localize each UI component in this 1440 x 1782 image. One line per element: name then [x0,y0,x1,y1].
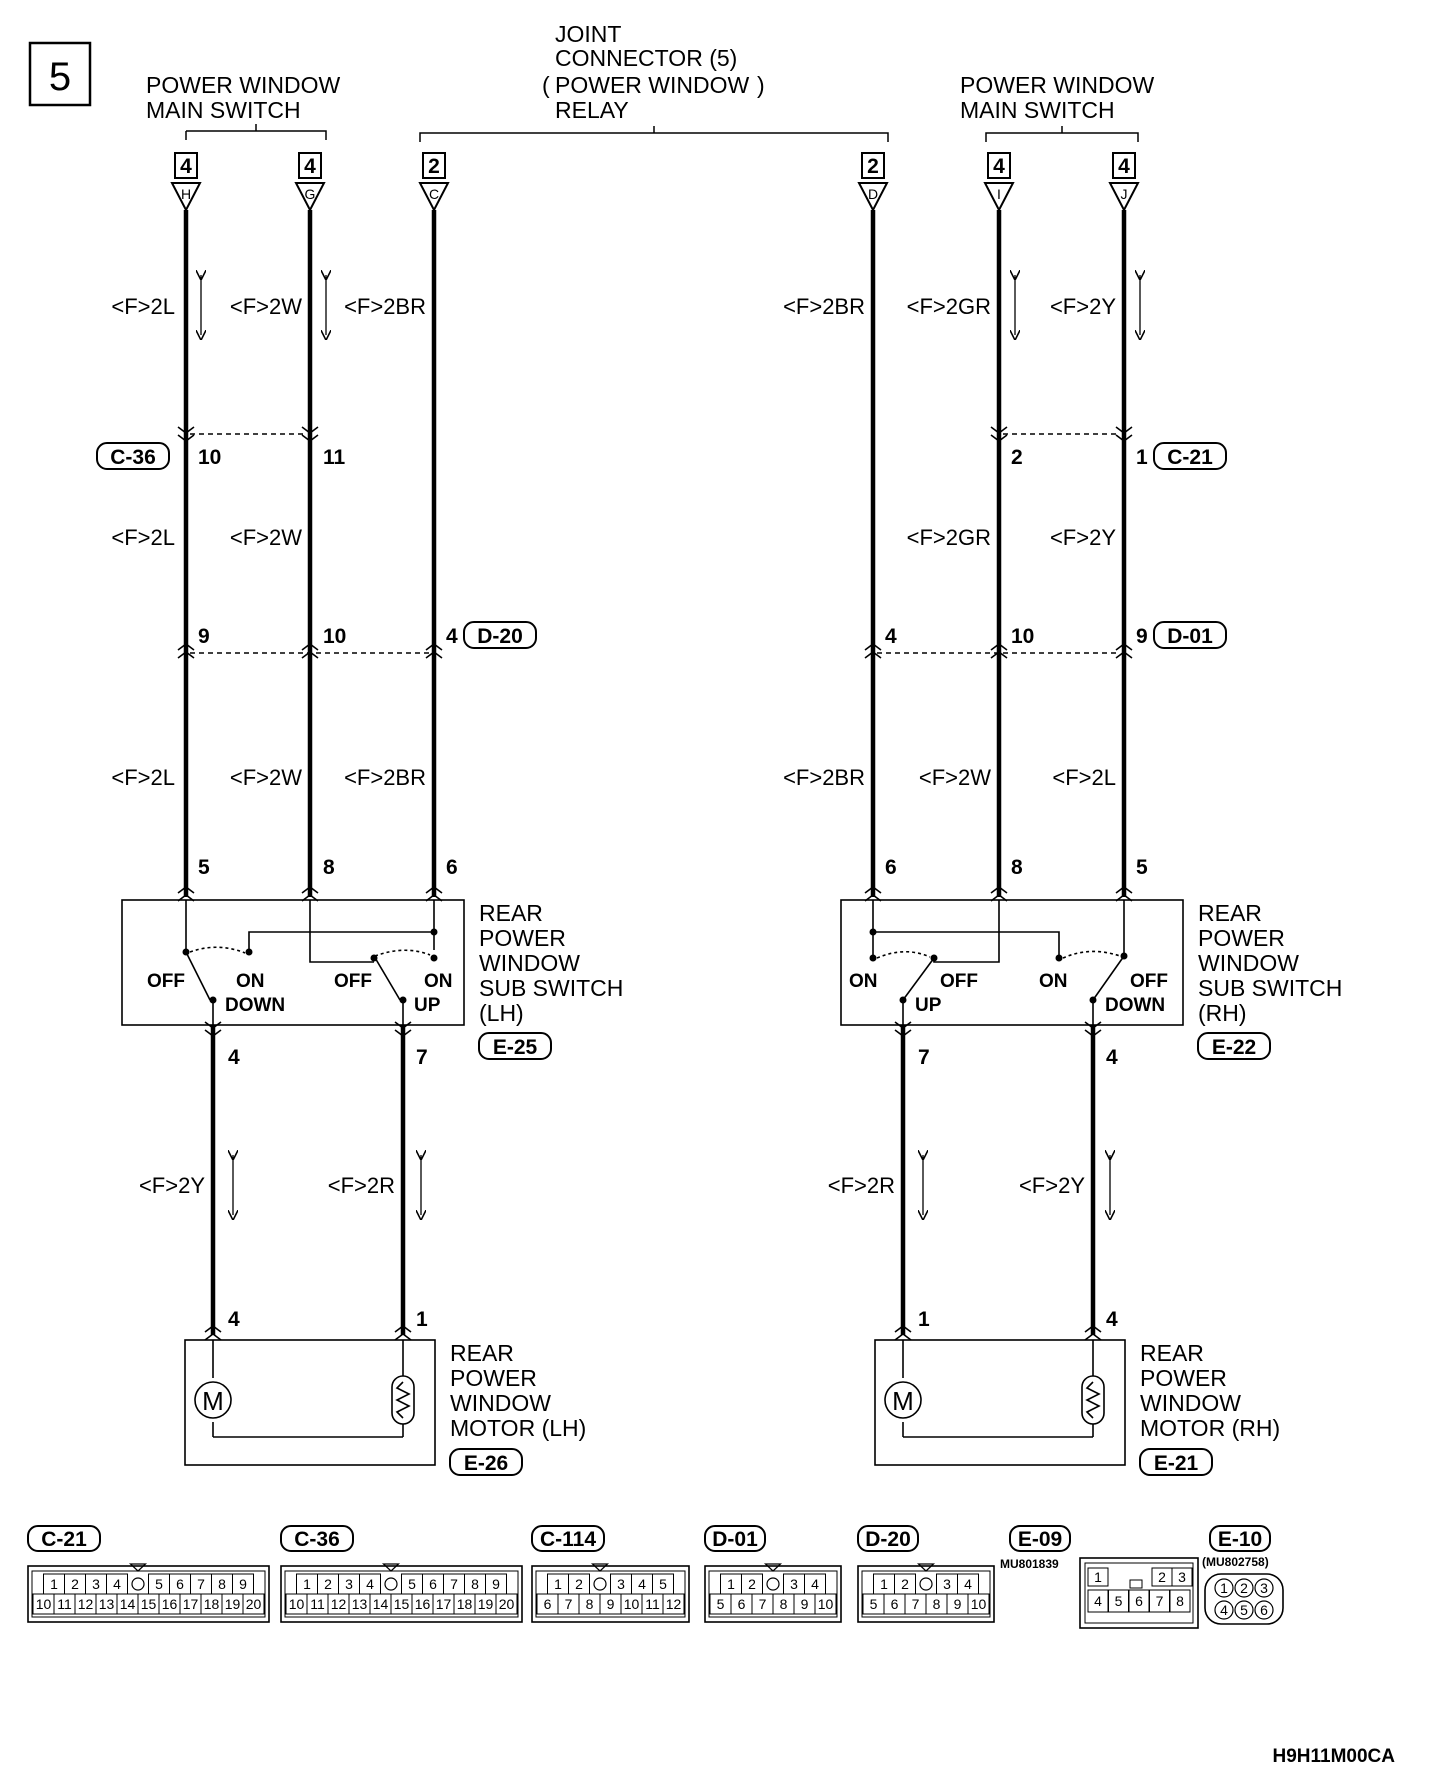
svg-text:D-01: D-01 [1167,625,1213,648]
svg-text:ON: ON [424,971,453,992]
svg-text:<F>2W: <F>2W [229,765,302,790]
svg-text:<F>2Y: <F>2Y [1018,1173,1085,1198]
pin-cell: 6 [543,1596,552,1612]
svg-text:POWER: POWER [450,1365,537,1391]
pin-cell: 20 [245,1596,262,1612]
svg-text:MAIN SWITCH: MAIN SWITCH [960,97,1115,123]
svg-text:WINDOW: WINDOW [1198,950,1299,976]
label-main-switch-right [960,72,1154,142]
pin-cell: 2 [1240,1580,1248,1596]
svg-text:WINDOW: WINDOW [450,1390,551,1416]
connector-view-e-10 [1202,1526,1283,1624]
svg-text:POWER: POWER [1140,1365,1227,1391]
pin-cell: 8 [932,1596,941,1612]
pin-cell: 3 [1260,1580,1268,1596]
svg-text:2: 2 [867,155,879,178]
svg-text:ON: ON [1039,971,1068,992]
svg-text:M: M [202,1386,224,1416]
svg-text:8: 8 [323,856,335,879]
svg-text:E-26: E-26 [463,1452,509,1475]
svg-text:I: I [997,186,1001,202]
pin-cell: 3 [92,1576,100,1592]
svg-text:SUB SWITCH: SUB SWITCH [1198,975,1343,1001]
svg-text:MAIN SWITCH: MAIN SWITCH [146,97,301,123]
pin-cell: 13 [98,1596,115,1612]
wire-labels-row2 [111,525,1116,550]
pin-cell: 5 [869,1596,878,1612]
svg-text:10: 10 [198,446,222,469]
pin-cell: 16 [161,1596,178,1612]
svg-text:4: 4 [304,155,316,178]
svg-text:<F>2GR: <F>2GR [906,294,991,319]
pin-cell: 2 [748,1576,756,1592]
pin-cell: 4 [1094,1593,1102,1609]
svg-text:WINDOW: WINDOW [479,950,580,976]
sub-switch-lh [122,856,623,1069]
pin-cell: 10 [623,1596,640,1612]
svg-text:REAR: REAR [450,1340,514,1366]
svg-text:REAR: REAR [1140,1340,1204,1366]
top-terminal-i [985,153,1013,210]
pin-cell: 14 [372,1596,389,1612]
svg-text:9: 9 [198,625,210,648]
pin-cell: 10 [970,1596,987,1612]
wire-labels-row1 [111,294,1116,319]
pin-cell: 3 [943,1576,951,1592]
pin-cell: 12 [330,1596,347,1612]
pin-cell: 12 [77,1596,94,1612]
page-number-box [30,43,90,105]
pin-cell: 18 [203,1596,220,1612]
pin-cell: 2 [324,1576,332,1592]
connector-view-e-09 [1000,1526,1198,1628]
pin-cell: 4 [113,1576,121,1592]
svg-text:WINDOW: WINDOW [1140,1390,1241,1416]
svg-text:1: 1 [1136,446,1148,469]
pin-cell: 10 [817,1596,834,1612]
svg-text:<F>2W: <F>2W [229,294,302,319]
svg-text:DOWN: DOWN [225,995,286,1016]
svg-text:<F>2R: <F>2R [827,1173,895,1198]
svg-text:POWER: POWER [1198,925,1285,951]
pin-cell: 3 [345,1576,353,1592]
svg-text:C-21: C-21 [1167,446,1213,469]
svg-text:POWER WINDOW: POWER WINDOW [960,72,1155,98]
wire-labels-lower [139,1173,1085,1198]
connector-view-c-36 [281,1526,522,1622]
connector-d20 [198,622,536,648]
pin-cell: 8 [779,1596,788,1612]
svg-text:<F>2W: <F>2W [229,525,302,550]
svg-text:OFF: OFF [1130,971,1168,992]
svg-text:OFF: OFF [334,971,372,992]
connector-view-c-21 [28,1526,269,1622]
svg-text:<F>2L: <F>2L [1052,765,1116,790]
svg-text:11: 11 [323,446,346,469]
pin-cell: 6 [176,1576,184,1592]
svg-text:4: 4 [180,155,192,178]
pin-cell: 11 [645,1596,660,1612]
pin-cell: 19 [477,1596,494,1612]
svg-text:DOWN: DOWN [1105,995,1166,1016]
svg-text:CONNECTOR (5): CONNECTOR (5) [555,45,738,71]
pin-cell: 16 [414,1596,431,1612]
svg-text:): ) [757,72,765,98]
pin-cell: 6 [737,1596,746,1612]
pin-cell: 8 [585,1596,594,1612]
pin-cell: 9 [800,1596,809,1612]
svg-text:2: 2 [1011,446,1023,469]
pin-cell: 7 [197,1576,205,1592]
svg-text:UP: UP [915,995,942,1016]
connector-d01 [885,622,1226,648]
top-terminal-g [296,153,324,210]
svg-text:E-25: E-25 [492,1036,538,1059]
svg-text:E-21: E-21 [1153,1452,1199,1475]
pin-cell: 6 [1260,1602,1268,1618]
pin-cell: 9 [953,1596,962,1612]
pin-cell: 6 [890,1596,899,1612]
pin-cell: 9 [492,1576,500,1592]
connector-part-number: (MU802758) [1202,1555,1269,1569]
pin-cell: 14 [119,1596,136,1612]
pin-cell: 13 [351,1596,368,1612]
pin-cell: 1 [727,1576,735,1592]
pin-cell: 20 [498,1596,515,1612]
pin-cell: 4 [638,1576,646,1592]
pin-cell: 9 [606,1596,615,1612]
connector-view-c-114 [532,1526,689,1622]
svg-text:POWER WINDOW: POWER WINDOW [555,72,750,98]
pin-cell: 5 [716,1596,725,1612]
svg-text:<F>2Y: <F>2Y [1049,525,1116,550]
label-main-switch-left [146,72,340,140]
svg-text:<F>2BR: <F>2BR [783,765,865,790]
svg-text:9: 9 [1136,625,1148,648]
pin-cell: 8 [471,1576,479,1592]
svg-text:OFF: OFF [147,971,185,992]
pin-cell: 4 [1220,1602,1228,1618]
svg-text:RELAY: RELAY [555,97,629,123]
svg-text:REAR: REAR [479,900,543,926]
label-joint-connector [420,21,888,142]
pin-cell: 4 [964,1576,972,1592]
pin-cell: 10 [288,1596,305,1612]
svg-text:<F>2L: <F>2L [111,765,175,790]
pin-cell: 7 [1155,1593,1164,1609]
pin-cell: 11 [310,1596,325,1612]
pin-cell: 19 [224,1596,241,1612]
page-number: 5 [48,55,72,99]
svg-text:H: H [180,186,192,202]
connector-c21 [1011,443,1226,469]
connector-view-id: C-36 [294,1528,340,1551]
connector-view-id: D-20 [865,1528,911,1551]
pin-cell: 15 [140,1596,157,1612]
svg-text:C-36: C-36 [110,446,156,469]
pin-cell: 5 [155,1576,163,1592]
svg-text:C: C [428,186,440,202]
svg-text:POWER: POWER [479,925,566,951]
svg-text:<F>2Y: <F>2Y [1049,294,1116,319]
motor-rh [875,1308,1280,1475]
pin-cell: 3 [1178,1569,1186,1585]
svg-text:6: 6 [446,856,458,879]
pin-cell: 6 [1135,1593,1143,1609]
pin-cell: 7 [758,1596,767,1612]
connector-view-id: C-21 [41,1528,87,1551]
svg-text:ON: ON [849,971,878,992]
pin-cell: 2 [1158,1569,1166,1585]
svg-text:4: 4 [228,1308,240,1331]
svg-text:2: 2 [428,155,440,178]
svg-text:REAR: REAR [1198,900,1262,926]
svg-text:OFF: OFF [940,971,978,992]
svg-text:D: D [867,186,879,202]
svg-text:<F>2L: <F>2L [111,525,175,550]
pin-cell: 1 [303,1576,311,1592]
svg-text:SUB SWITCH: SUB SWITCH [479,975,624,1001]
connector-view-id: C-114 [539,1528,597,1551]
pin-cell: 3 [790,1576,798,1592]
pin-cell: 10 [35,1596,52,1612]
svg-text:D-20: D-20 [477,625,523,648]
pin-cell: 6 [429,1576,437,1592]
top-terminal-h [172,153,200,210]
svg-text:5: 5 [1136,856,1148,879]
svg-text:ON: ON [236,971,265,992]
svg-text:7: 7 [416,1046,428,1069]
pin-cell: 17 [182,1596,199,1612]
pin-cell: 18 [456,1596,473,1612]
splice-marks [178,427,1132,901]
svg-text:G: G [304,186,316,202]
connector-view-id: D-01 [712,1528,758,1551]
pin-cell: 1 [1094,1569,1102,1585]
svg-text:<F>2GR: <F>2GR [906,525,991,550]
pin-cell: 1 [1220,1580,1228,1596]
pin-cell: 3 [617,1576,625,1592]
pin-cell: 11 [57,1596,72,1612]
svg-text:(RH): (RH) [1198,1000,1247,1026]
svg-text:4: 4 [446,625,458,648]
svg-text:4: 4 [885,625,897,648]
pin-cell: 1 [880,1576,888,1592]
pin-cell: 1 [50,1576,58,1592]
svg-text:<F>2R: <F>2R [327,1173,395,1198]
svg-text:MOTOR (LH): MOTOR (LH) [450,1415,587,1441]
svg-text:5: 5 [198,856,210,879]
svg-text:J: J [1120,186,1128,202]
pin-cell: 5 [408,1576,416,1592]
svg-text:8: 8 [1011,856,1023,879]
svg-text:JOINT: JOINT [555,21,622,47]
pin-cell: 9 [239,1576,247,1592]
svg-text:MOTOR (RH): MOTOR (RH) [1140,1415,1281,1441]
svg-text:<F>2W: <F>2W [918,765,991,790]
svg-text:<F>2BR: <F>2BR [344,294,426,319]
pin-cell: 7 [450,1576,458,1592]
pin-cell: 1 [554,1576,562,1592]
svg-text:10: 10 [323,625,347,648]
pin-cell: 2 [575,1576,583,1592]
connector-face-views [28,1526,1283,1628]
connector-view-d-20 [858,1526,994,1622]
svg-text:4: 4 [1106,1308,1118,1331]
pin-cell: 17 [435,1596,452,1612]
pin-cell: 5 [659,1576,667,1592]
svg-text:UP: UP [414,995,441,1016]
pin-cell: 4 [811,1576,819,1592]
pin-cell: 5 [1240,1602,1248,1618]
svg-text:1: 1 [918,1308,930,1331]
svg-text:POWER WINDOW: POWER WINDOW [146,72,341,98]
svg-text:10: 10 [1011,625,1035,648]
svg-text:<F>2BR: <F>2BR [783,294,865,319]
connector-part-number: MU801839 [1000,1557,1059,1571]
svg-text:M: M [892,1386,914,1416]
svg-text:<F>2Y: <F>2Y [138,1173,205,1198]
svg-text:<F>2BR: <F>2BR [344,765,426,790]
svg-text:7: 7 [918,1046,930,1069]
pin-cell: 2 [71,1576,79,1592]
top-terminal-c [420,153,448,210]
svg-text:4: 4 [993,155,1005,178]
connector-view-id: E-10 [1217,1528,1263,1551]
svg-text:<F>2L: <F>2L [111,294,175,319]
pin-cell: 12 [665,1596,682,1612]
svg-text:(: ( [542,72,550,98]
svg-text:(LH): (LH) [479,1000,524,1026]
pin-cell: 7 [911,1596,920,1612]
svg-text:4: 4 [1106,1046,1118,1069]
pin-cell: 2 [901,1576,909,1592]
pin-cell: 15 [393,1596,410,1612]
top-terminal-d [859,153,887,210]
connector-view-d-01 [705,1526,841,1622]
svg-text:1: 1 [416,1308,428,1331]
svg-text:6: 6 [885,856,897,879]
pin-cell: 8 [1176,1593,1184,1609]
pin-cell: 5 [1114,1593,1123,1609]
svg-text:E-22: E-22 [1211,1036,1257,1059]
svg-text:4: 4 [1118,155,1130,178]
pin-cell: 4 [366,1576,374,1592]
svg-text:4: 4 [228,1046,240,1069]
connector-view-id: E-09 [1017,1528,1063,1551]
figure-code: H9H11M00CA [1272,1746,1395,1767]
top-terminal-j [1110,153,1138,210]
motor-lh [185,1308,586,1475]
pin-cell: 7 [564,1596,573,1612]
pin-cell: 8 [218,1576,226,1592]
wire-labels-row3 [111,765,1116,790]
